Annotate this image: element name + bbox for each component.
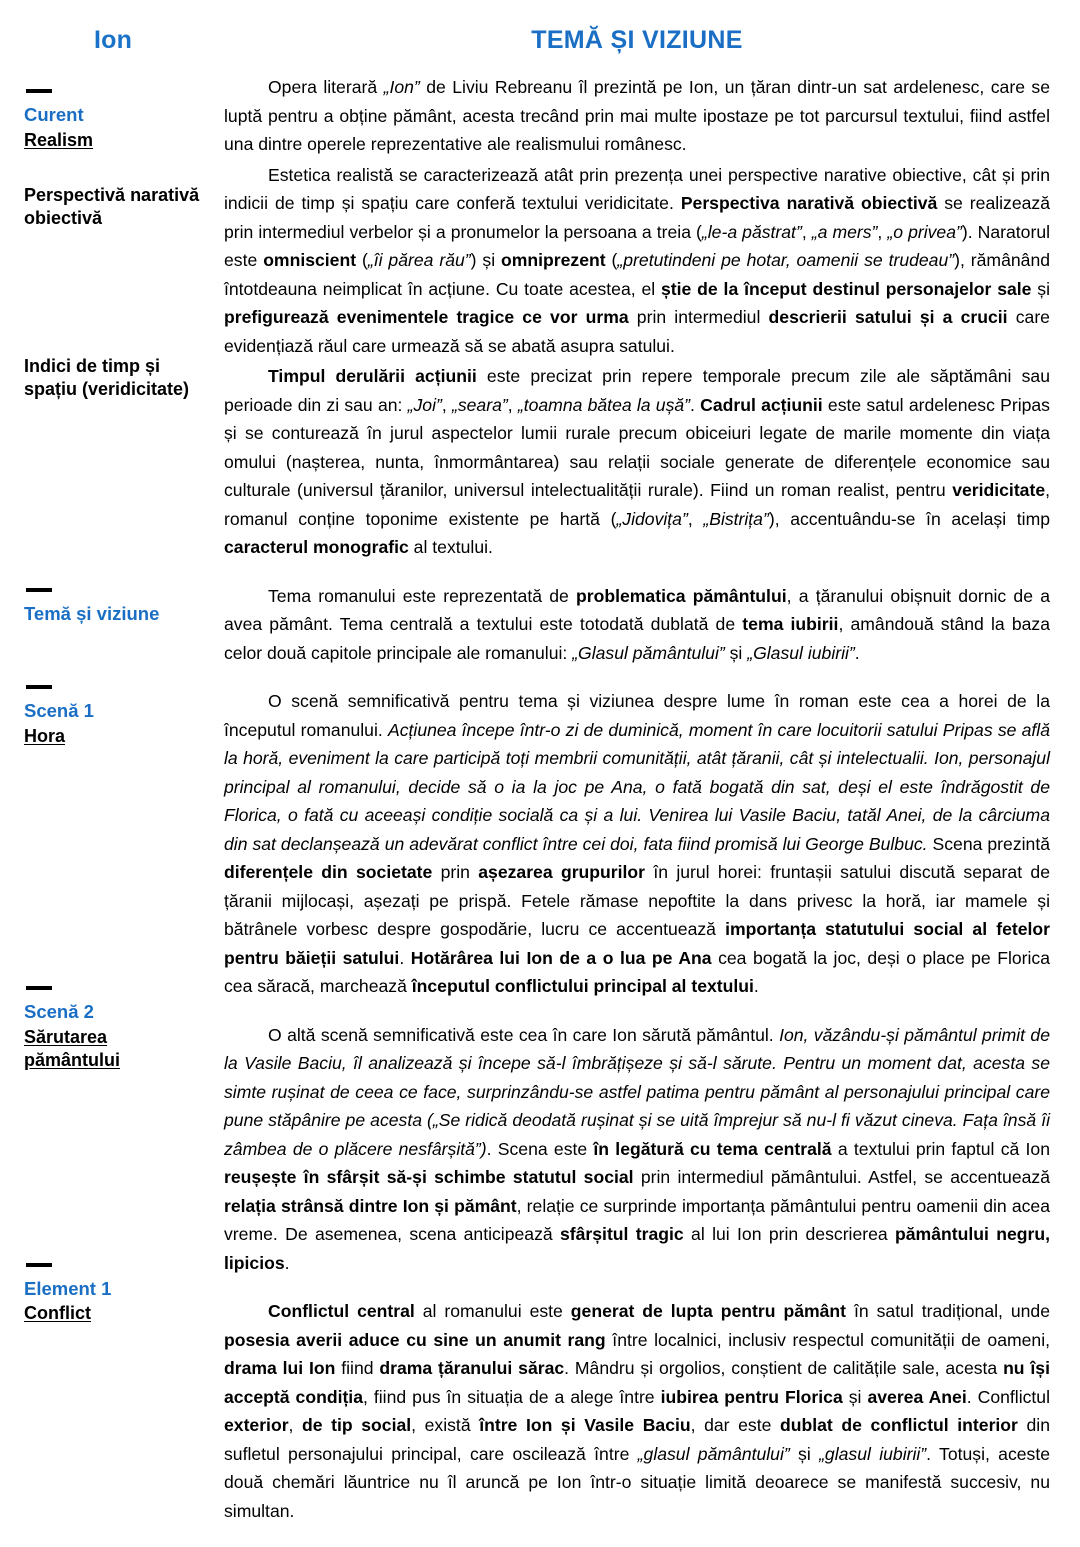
paragraph-scena-1: O scenă semnificativă pentru tema și viziunea despre lume în roman este cea a horei de la începutul romanului. Acțiunea începe într-o zi de duminică, moment în care locuitorii satului Pripas se află la horă, eveniment la care participă toți membrii comunității, atât țăranii, cât și intelectualii. Ion, personajul principal al romanului, decide să o ia la joc pe Ana, o fată bogată din sat, deși el este îndrăgostit de Florica, o fată cu aceeași condiție socială ca și a lui. Venirea lui Vasile Baciu, tatăl Anei, de la cârciuma din sat declanșează un adevărat conflict între cei doi, fata fiind promisă lui George Bulbuc. Scena prezintă diferențele din societate prin așezarea grupurilor în jurul horei: fruntașii satului discută separat de țăranii mijlocași, așezați pe prispă. Fetele rămase nepoftite la dans privesc la horă, iar mamele și bătrânele vorbesc despre gospodărie, lucru ce accentuează importanța statutului social al fetelor pentru băieții satului. Hotărârea lui Ion de a o lua pe Ana cea bogată la joc, deși o place pe Florica cea săracă, marchează începutul conflictului principal al textului. (224, 691, 1051, 996)
document-body (202, 16, 1050, 1527)
sidebar-note-subheading: Conflict (24, 1303, 91, 1324)
sidebar-note-label: Indici de timp și spațiu (veridicitate) (24, 355, 190, 400)
sidebar-note-heading: Scenă 2 (24, 1001, 94, 1023)
sidebar-note-perspectiva (24, 184, 202, 231)
divider-rule (26, 685, 52, 689)
sidebar-note-tema-viziune (24, 588, 202, 626)
document-title: Ion (93, 26, 133, 54)
sidebar-note-subheading: Realism (24, 129, 94, 150)
divider-rule (26, 1263, 52, 1267)
sidebar-note-indici (24, 355, 202, 402)
sidebar-note-curent (24, 89, 202, 152)
paragraph-conflict: Conflictul central al romanului este generat de lupta pentru pământ în satul tradițional, unde posesia averii aduce cu sine un anumit rang între localnici, inclusiv respectul comunității de oameni, drama lui Ion fiind drama țăranului sărac. Mândru și orgolios, conștient de calitățile sale, acesta nu își acceptă condiția, fiind pus în situația de a alege între iubirea pentru Florica și averea Anei. Conflictul exterior, de tip social, există între Ion și Vasile Baciu, dar este dublat de conflictul interior din sufletul personajului principal, care oscilează între „glasul pământului” și „glasul iubirii”. Totuși, aceste două chemări lăuntrice nu îl aruncă pe Ion într-o situație limită deoarece se manifestă succesiv, nu simultan. (224, 1301, 1051, 1521)
sidebar-note-subheading: Sărutarea pământului (24, 1027, 121, 1071)
sidebar-note-label: Perspectivă narativă obiectivă (24, 185, 200, 229)
paragraph-perspectiva: Estetica realistă se caracterizează atât prin prezența unei perspective narative obiective, cât și prin indicii de timp și spațiu care conferă textului veridicitate. Perspectiva narativă obiectivă se realizează prin intermediul verbelor și a pronumelor la persoana a treia („le-a păstrat”, „a mers”, „o privea”). Naratorul este omniscient („îi părea rău”) și omniprezent („pretutindeni pe hotar, oamenii se trudeau”), rămânând întotdeauna neimplicat în acțiune. Cu toate acestea, el știe de la început destinul personajelor sale și prefigurează evenimentele tragice ce vor urma prin intermediul descrierii satului și a crucii care evidențiază răul care urmează să se abată asupra satului. (224, 164, 1051, 356)
sidebar-note-heading: Element 1 (24, 1277, 112, 1299)
margin-notes-sidebar (24, 16, 202, 1527)
sidebar-note-scena-2 (24, 986, 202, 1072)
sidebar-note-heading: Scenă 1 (24, 700, 94, 722)
paragraph-tema: Tema romanului este reprezentată de problematica pământului, a țăranului obișnuit dornic de a avea pământ. Tema centrală a textului este totodată dublată de tema iubirii, amândouă stând la baza celor două capitole principale ale romanului: „Glasul pământului” și „Glasul iubirii”. (224, 585, 1051, 663)
divider-rule (26, 89, 52, 93)
sidebar-note-element-1 (24, 1263, 202, 1326)
paragraph-intro: Opera literară „Ion” de Liviu Rebreanu îl prezintă pe Ion, un țăran dintr-un sat ardelenesc, care se luptă pentru a obține pământ, acesta trecând prin mai multe ipostaze pe tot parcursul textului, fiind astfel una dintre operele reprezentative ale realismului românesc. (224, 77, 1051, 154)
sidebar-note-scena-1 (24, 685, 202, 748)
sidebar-note-heading: Temă și viziune (24, 602, 160, 624)
page-title: TEMĂ ȘI VIZIUNE (531, 26, 743, 54)
sidebar-note-subheading: Hora (24, 725, 66, 746)
paragraph-timp-spatiu: Timpul derulării acțiunii este precizat prin repere temporale precum zile ale săptămâni sau perioade din zi sau an: „Joi”, „seara”, „toamna bătea la ușă”. Cadrul acțiunii este satul ardelenesc Pripas și se conturează în jurul aspectelor lumii rurale precum obiceiuri legate de marile momente din viața omului (nașterea, nunta, înmormântarea) sau relații sociale generate de diferențele economice sau culturale (universul țăranilor, universul intelectualității rurale). Fiind un roman realist, pentru veridicitate, romanul conține toponime existente pe hartă („Jidovița”, „Bistrița”), accentuându-se în același timp caracterul monografic al textului. (224, 366, 1051, 557)
paragraph-scena-2: O altă scenă semnificativă este cea în care Ion sărută pământul. Ion, văzându-și pământul primit de la Vasile Baciu, îl analizează și începe să-l îmbrățișeze și să-l sărute. Pentru un moment dat, acesta se simte rușinat de ceea ce face, surprinzându-se astfel patima pentru pământ al personajului principal care pune stăpânire pe acesta („Se ridică deodată rușinat și se uită împrejur să nu-l fi văzut cineva. Fața însă îi zâmbea de o plăcere nesfârșită”). Scena este în legătură cu tema centrală a textului prin faptul că Ion reușește în sfârșit să-și schimbe statutul social prin intermediul pământului. Astfel, se accentuează relația strânsă dintre Ion și pământ, relație ce surprinde importanța pământului pentru oamenii din acea vreme. De asemenea, scena anticipează sfârșitul tragic al lui Ion prin descrierea pământului negru, lipicios. (224, 1024, 1051, 1273)
sidebar-note-heading: Curent (24, 104, 84, 125)
divider-rule (26, 588, 52, 592)
divider-rule (26, 986, 52, 990)
